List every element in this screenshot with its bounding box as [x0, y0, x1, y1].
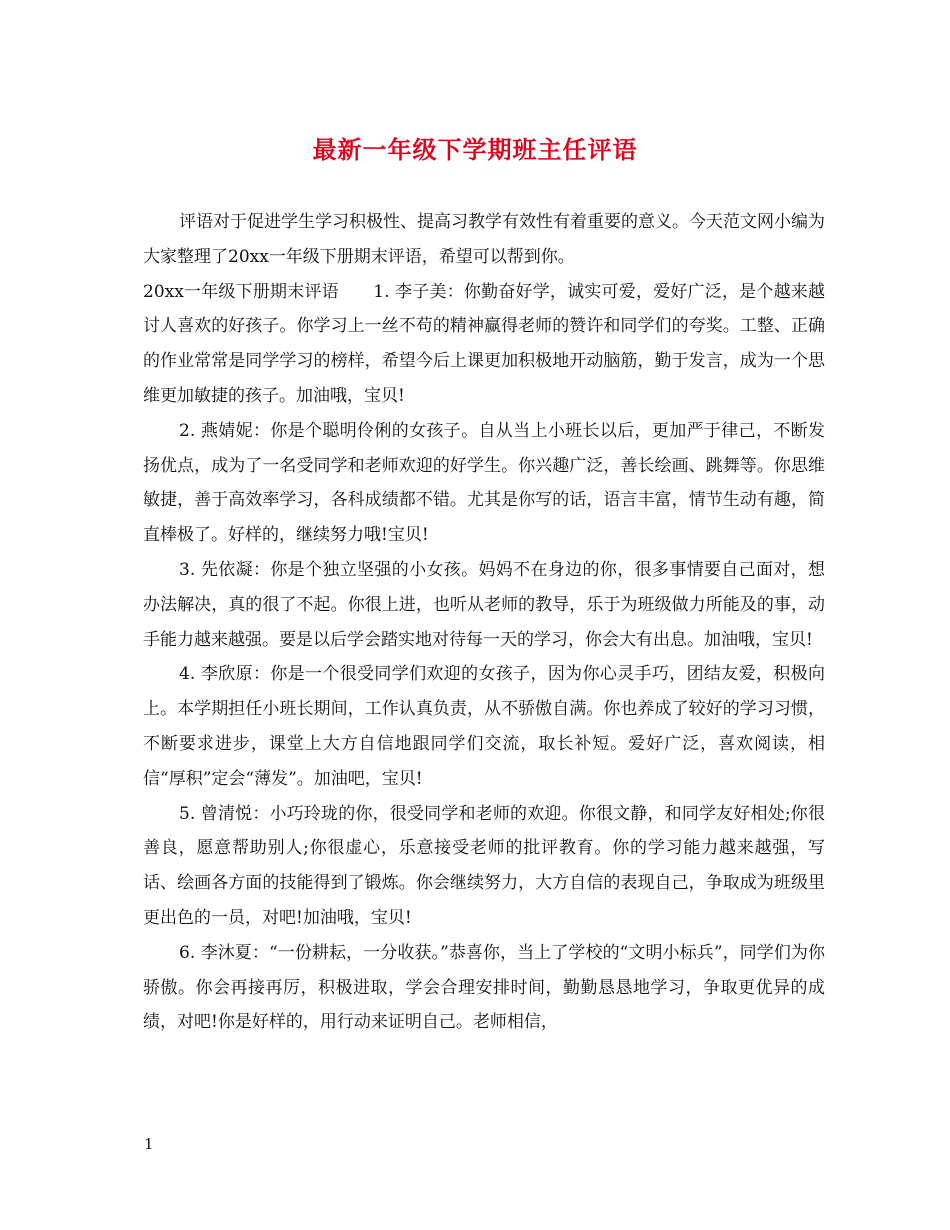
comment-paragraph-5: 5. 曾清悦：小巧玲珑的你，很受同学和老师的欢迎。你很文静，和同学友好相处;你很善良，愿意帮助别人;你很虚心，乐意接受老师的批评教育。你的学习能力越来越强，写话、绘画各方面的技能得到了锻炼。你会继续努力，大方自信的表现自己，争取成为班级里更出色的一员，对吧!加油哦，宝贝! [143, 803, 825, 928]
comment-paragraph-6: 6. 李沐夏：“一份耕耘，一分收获。”恭喜你，当上了学校的“文明小标兵”，同学们为你骄傲。你会再接再厉，积极进取，学会合理安排时间，勤勤恳恳地学习，争取更优异的成绩，对吧!你是好样的，用行动来证明自己。老师相信， [143, 942, 825, 1033]
page-number: 1 [144, 1135, 154, 1153]
document-body [143, 205, 825, 1040]
comment-paragraph-2: 2. 燕婧妮：你是个聪明伶俐的女孩子。自从当上小班长以后，更加严于律己，不断发扬优点，成为了一名受同学和老师欢迎的好学生。你兴趣广泛，善长绘画、跳舞等。你思维敏捷，善于高效率学习，各科成绩都不错。尤其是你写的话，语言丰富，情节生动有趣，简直棒极了。好样的，继续努力哦!宝贝! [143, 420, 825, 546]
comment-paragraph-3: 3. 先依凝：你是个独立坚强的小女孩。妈妈不在身边的你，很多事情要自己面对，想办法解决，真的很了不起。你很上进，也听从老师的教导，乐于为班级做力所能及的事，动手能力越来越强。要是以后学会踏实地对待每一天的学习，你会大有出息。加油哦，宝贝! [143, 559, 825, 650]
section-first-comment: 20xx一年级下册期末评语 1. 李子美：你勤奋好学，诚实可爱，爱好广泛，是个越来越讨人喜欢的好孩子。你学习上一丝不苟的精神赢得老师的赞许和同学们的夸奖。工整、正确的作业常常是同学学习的榜样，希望今后上课更加积极地开动脑筋，勤于发言，成为一个思维更加敏捷的孩子。加油哦，宝贝! [143, 281, 825, 406]
document-title: 最新一年级下学期班主任评语 [312, 135, 638, 164]
comment-paragraph-4: 4. 李欣原：你是一个很受同学们欢迎的女孩子，因为你心灵手巧，团结友爱，积极向上。本学期担任小班长期间，工作认真负责，从不骄傲自满。你也养成了较好的学习习惯，不断要求进步，课堂上大方自信地跟同学们交流，取长补短。爱好广泛，喜欢阅读，相信“厚积”定会“薄发”。加油吧，宝贝! [143, 664, 825, 789]
intro-paragraph: 评语对于促进学生学习积极性、提高习教学有效性有着重要的意义。今天范文网小编为大家整理了20xx一年级下册期末评语，希望可以帮到你。 [143, 212, 825, 267]
